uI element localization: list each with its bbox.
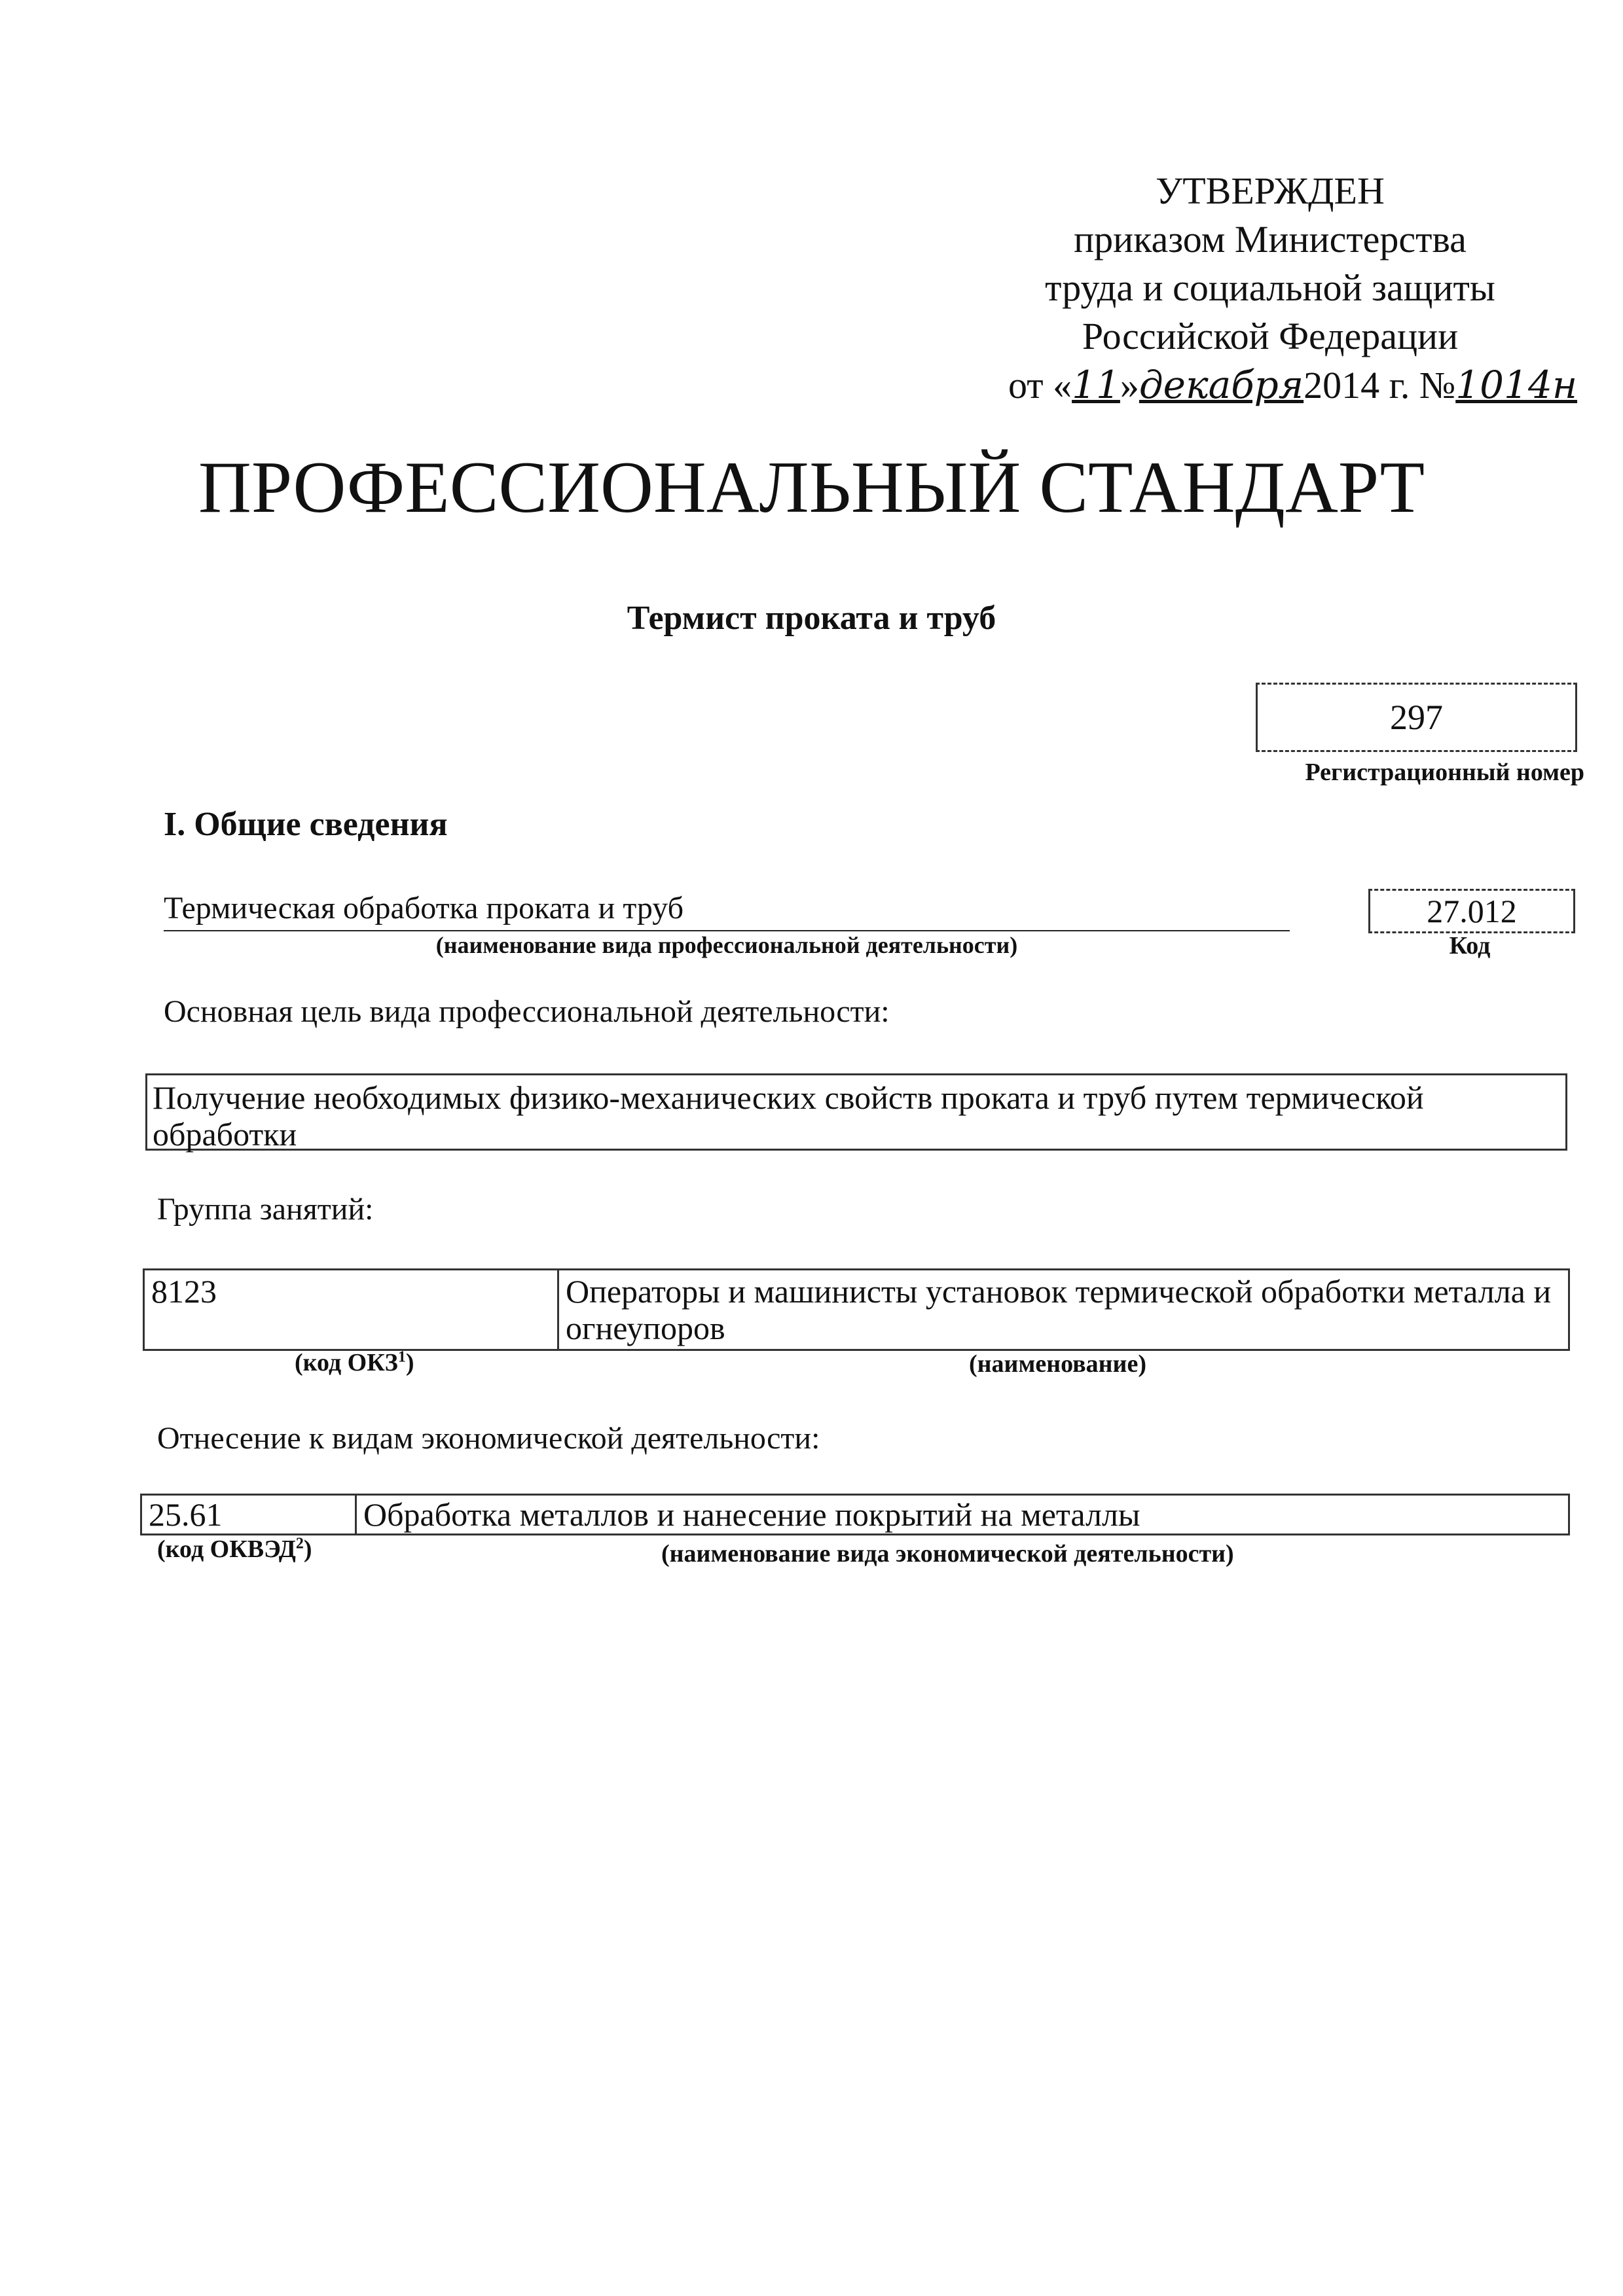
approval-block bbox=[1008, 167, 1578, 410]
table-row bbox=[141, 1495, 1569, 1535]
footnote-ref-1: 1 bbox=[397, 1348, 406, 1366]
okz-code-cell: 8123 bbox=[144, 1270, 558, 1350]
okz-name-cell: Операторы и машинисты установок термической обработки металла и огнеупоров bbox=[558, 1270, 1569, 1350]
goal-box: Получение необходимых физико-механических свойств проката и труб путем термической обработки bbox=[145, 1073, 1567, 1151]
table-row bbox=[144, 1270, 1569, 1350]
goal-label: Основная цель вида профессиональной деятельности: bbox=[164, 994, 890, 1029]
okz-name-caption: (наименование) bbox=[969, 1350, 1146, 1378]
okz-code-caption bbox=[295, 1348, 414, 1377]
approval-date-line bbox=[1008, 361, 1578, 410]
date-prefix: от « bbox=[1008, 364, 1072, 406]
okz-caption-text: (код ОКЗ bbox=[295, 1349, 398, 1376]
okved-caption-text: (код ОКВЭД bbox=[157, 1535, 296, 1563]
activity-caption: (наименование вида профессиональной деятельности) bbox=[435, 932, 1018, 958]
okved-name-cell: Обработка металлов и нанесение покрытий на металлы bbox=[356, 1495, 1569, 1535]
date-day: 11 bbox=[1072, 363, 1120, 407]
approval-line-4: Российской Федерации bbox=[1082, 315, 1459, 357]
activity-name: Термическая обработка проката и труб bbox=[164, 890, 1290, 931]
document-subtitle: Термист проката и труб bbox=[627, 600, 996, 637]
okved-code-cell: 25.61 bbox=[141, 1495, 356, 1535]
approval-line-1: УТВЕРЖДЕН bbox=[1156, 170, 1385, 212]
economic-activity-table bbox=[140, 1494, 1570, 1535]
registration-number-label: Регистрационный номер bbox=[1305, 759, 1584, 786]
okved-caption-end: ) bbox=[303, 1535, 312, 1563]
approval-line-2: приказом Министерства bbox=[1074, 218, 1467, 260]
okved-code-caption bbox=[157, 1535, 312, 1564]
approval-line-3: труда и социальной защиты bbox=[1045, 266, 1495, 309]
date-year: 2014 г. № bbox=[1304, 364, 1456, 406]
date-mid: » bbox=[1120, 364, 1139, 406]
registration-number-box: 297 bbox=[1256, 683, 1577, 752]
activity-code-label: Код bbox=[1449, 932, 1491, 960]
okved-name-caption: (наименование вида экономической деятельности) bbox=[661, 1540, 1234, 1568]
okz-caption-end: ) bbox=[405, 1349, 414, 1376]
economic-activity-label: Отнесение к видам экономической деятельности: bbox=[157, 1421, 820, 1456]
occupation-group-label: Группа занятий: bbox=[157, 1192, 374, 1227]
occupation-group-table bbox=[143, 1268, 1570, 1351]
date-month: декабря bbox=[1139, 363, 1304, 407]
activity-code-box: 27.012 bbox=[1368, 889, 1575, 933]
section-title: I. Общие сведения bbox=[164, 806, 448, 843]
order-number: 1014н bbox=[1455, 363, 1578, 407]
footnote-ref-2: 2 bbox=[295, 1535, 304, 1552]
document-title: ПРОФЕССИОНАЛЬНЫЙ СТАНДАРТ bbox=[198, 447, 1425, 528]
